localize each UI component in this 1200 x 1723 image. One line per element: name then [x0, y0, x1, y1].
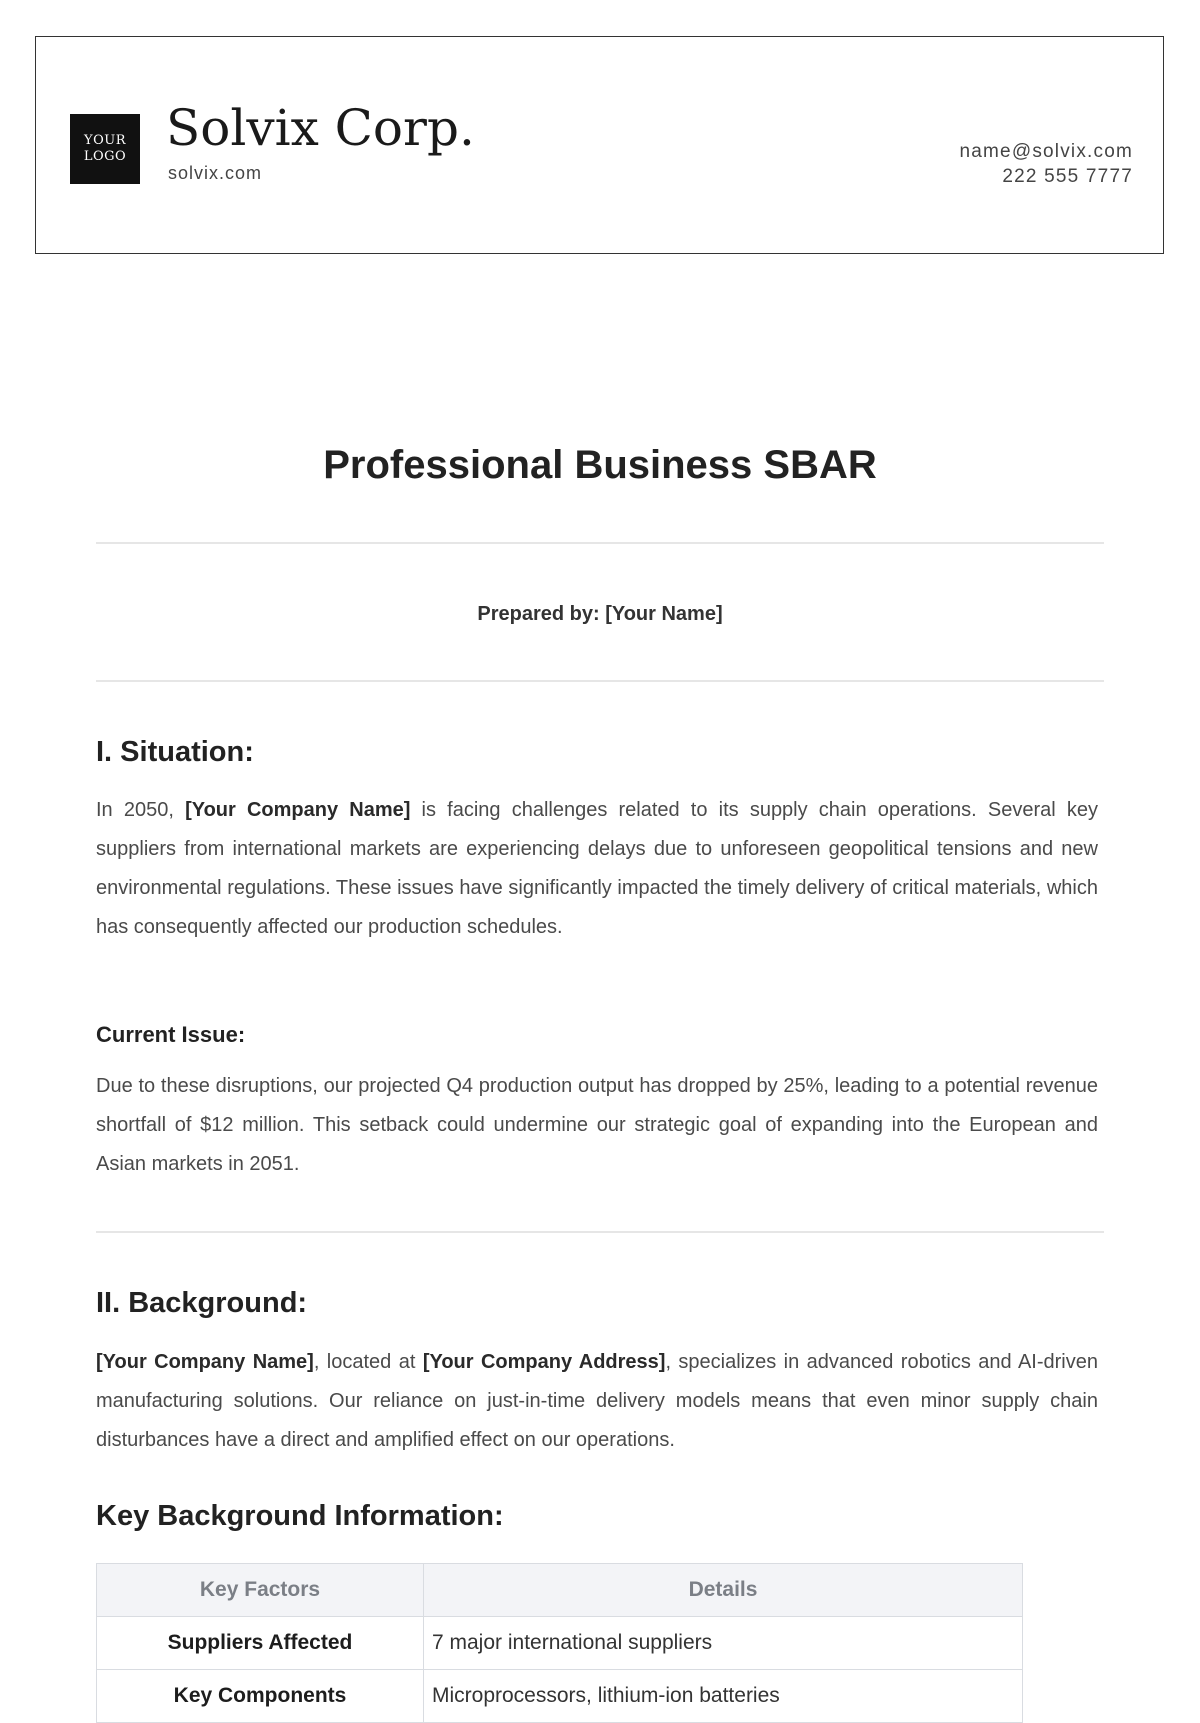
logo-line-2: LOGO — [83, 149, 127, 164]
company-name-placeholder: [Your Company Name] — [185, 799, 411, 821]
column-header-key-factors: Key Factors — [97, 1564, 424, 1617]
table-row — [97, 1670, 1023, 1723]
situation-paragraph: In 2050, [Your Company Name] is facing challenges related to its supply chain operations. Several key suppliers from international markets are experiencing delays due to unforeseen geopolitical tensions and new environmental regulations. These issues have significantly impacted the timely delivery of critical materials, which has consequently affected our production schedules. — [96, 799, 1098, 938]
background-paragraph: [Your Company Name], located at [Your Company Address], specializes in advanced robotics and AI-driven manufacturing solutions. Our reliance on just-in-time delivery models means that even minor supply chain disturbances have a direct and amplified effect on our operations. — [96, 1351, 1098, 1451]
divider — [96, 542, 1104, 544]
current-issue-paragraph: Due to these disruptions, our projected Q4 production output has dropped by 25%, leading to a potential revenue shortfall of $12 million. This setback could undermine our strategic goal of expanding into the European and Asian markets in 2051. — [96, 1075, 1098, 1175]
table-row — [97, 1617, 1023, 1670]
key-background-table — [96, 1563, 1023, 1723]
situation-heading: I. Situation: — [96, 736, 254, 768]
contact-phone: 222 555 7777 — [1002, 166, 1133, 187]
prepared-by: Prepared by: [Your Name] — [477, 603, 723, 625]
divider — [96, 680, 1104, 682]
table-cell-detail: 7 major international suppliers — [424, 1617, 1023, 1670]
company-website[interactable]: solvix.com — [168, 163, 263, 183]
divider — [96, 1231, 1104, 1233]
column-header-details: Details — [424, 1564, 1023, 1617]
document-title: Professional Business SBAR — [323, 443, 877, 487]
table-header-row — [97, 1564, 1023, 1617]
company-logo — [70, 114, 140, 184]
letterhead — [35, 36, 1164, 254]
table-cell-factor: Suppliers Affected — [97, 1617, 424, 1670]
contact-block — [960, 139, 1134, 189]
contact-email[interactable]: name@solvix.com — [959, 141, 1133, 162]
table-cell-detail: Microprocessors, lithium-ion batteries — [424, 1670, 1023, 1723]
key-background-heading: Key Background Information: — [96, 1500, 504, 1532]
table-cell-factor: Key Components — [97, 1670, 424, 1723]
logo-line-1: YOUR — [84, 133, 126, 148]
current-issue-heading: Current Issue: — [96, 1022, 246, 1047]
company-name: Solvix Corp. — [166, 99, 475, 157]
company-address-placeholder: [Your Company Address] — [422, 1351, 666, 1373]
background-heading: II. Background: — [96, 1287, 308, 1319]
company-name-placeholder: [Your Company Name] — [96, 1351, 314, 1373]
